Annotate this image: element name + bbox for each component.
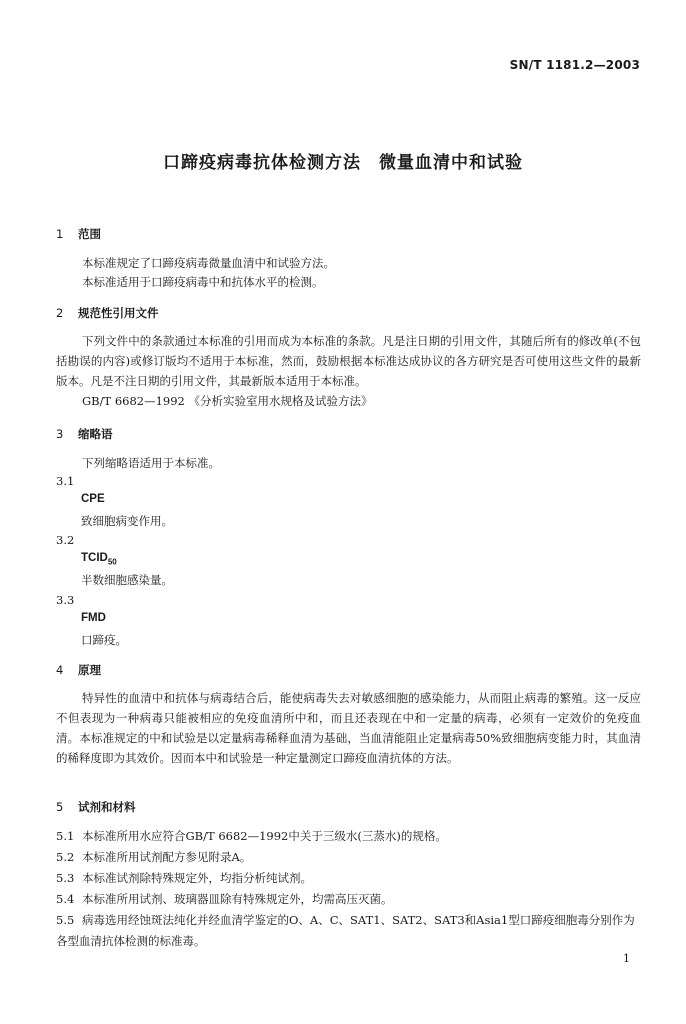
- section-title: 缩略语: [78, 427, 113, 441]
- term-subscript: 50: [107, 557, 117, 567]
- section-2-heading: [56, 305, 159, 321]
- subclause-number: 3.1: [56, 474, 75, 488]
- section-number: 4: [56, 663, 64, 677]
- subclause-number: 3.2: [56, 533, 75, 547]
- item-text: 本标准所用试剂、玻璃器皿除有特殊规定外，均需高压灭菌。: [82, 892, 393, 906]
- item-number: 5.1: [56, 829, 75, 843]
- section-1-heading: [56, 226, 101, 242]
- item-number: 5.4: [56, 892, 75, 906]
- references-paragraph: 下列文件中的条款通过本标准的引用而成为本标准的条款。凡是注日期的引用文件，其随后所有的修改单(不包括勘误的内容)或修订版均不适用于本标准，然而，鼓励根据本标准达成协议的各方研究是否可使用这些文件的最新版本。凡是不注日期的引用文件，其最新版本适用于本标准。: [56, 334, 641, 388]
- item-number: 5.2: [56, 850, 75, 864]
- section-number: 2: [56, 306, 64, 320]
- section-title: 原理: [78, 663, 101, 677]
- page-number: 1: [623, 952, 630, 965]
- item-text: 本标准所用试剂配方参见附录A。: [82, 850, 252, 864]
- reference-gbt6682: GB/T 6682—1992 《分析实验室用水规格及试验方法》: [82, 394, 373, 408]
- item-text: 本标准所用水应符合GB/T 6682—1992中关于三级水(三蒸水)的规格。: [82, 829, 447, 843]
- reagent-item: [56, 868, 641, 889]
- abbreviation-term: CPE: [81, 493, 105, 505]
- section-number: 5: [56, 800, 64, 814]
- reagent-item: [56, 847, 641, 868]
- section-3-heading: [56, 426, 113, 442]
- item-text: 病毒选用经蚀斑法纯化并经血清学鉴定的O、A、C、SAT1、SAT2、SAT3和Asia1型口蹄疫细胞毒分别作为各型血清抗体检测的标准毒。: [56, 913, 635, 948]
- section-number: 3: [56, 427, 64, 441]
- principle-paragraph: 特异性的血清中和抗体与病毒结合后，能使病毒失去对敏感细胞的感染能力，从而阻止病毒的繁殖。这一反应不但表现为一种病毒只能被相应的免疫血清所中和，而且还表现在中和一定量的病毒，必须有一定效价的免疫血清。本标准规定的中和试验是以定量病毒稀释血清为基础，当血清能阻止定量病毒50%致细胞病变能力时，其血清的稀释度即为其效价。因而本中和试验是一种定量测定口蹄疫血清抗体的方法。: [56, 691, 641, 765]
- abbreviation-definition: 致细胞病变作用。: [81, 514, 173, 528]
- scope-line-2: 本标准适用于口蹄疫病毒中和抗体水平的检测。: [82, 275, 324, 289]
- scope-line-1: 本标准规定了口蹄疫病毒微量血清中和试验方法。: [82, 256, 335, 270]
- section-title: 范围: [78, 227, 101, 241]
- abbreviation-definition: 半数细胞感染量。: [81, 573, 173, 587]
- standard-code: SN/T 1181.2—2003: [509, 58, 640, 72]
- reagent-item: [56, 826, 641, 847]
- abbreviation-term: [81, 552, 117, 566]
- reagent-item: [56, 910, 641, 952]
- item-number: 5.3: [56, 871, 75, 885]
- subclause-number: 3.3: [56, 593, 75, 607]
- reagent-item: [56, 889, 641, 910]
- section-number: 1: [56, 227, 64, 241]
- document-title: 口蹄疫病毒抗体检测方法 微量血清中和试验: [163, 153, 523, 173]
- abbreviations-intro: 下列缩略语适用于本标准。: [82, 456, 220, 470]
- section-4-heading: [56, 662, 101, 678]
- abbreviation-term: FMD: [81, 612, 106, 624]
- section-title: 试剂和材料: [78, 800, 136, 814]
- abbreviation-definition: 口蹄疫。: [81, 633, 127, 647]
- item-number: 5.5: [56, 913, 75, 927]
- term-text: TCID: [81, 552, 108, 564]
- item-text: 本标准试剂除特殊规定外，均指分析纯试剂。: [82, 871, 312, 885]
- section-title: 规范性引用文件: [78, 306, 159, 320]
- section-5-heading: [56, 799, 136, 815]
